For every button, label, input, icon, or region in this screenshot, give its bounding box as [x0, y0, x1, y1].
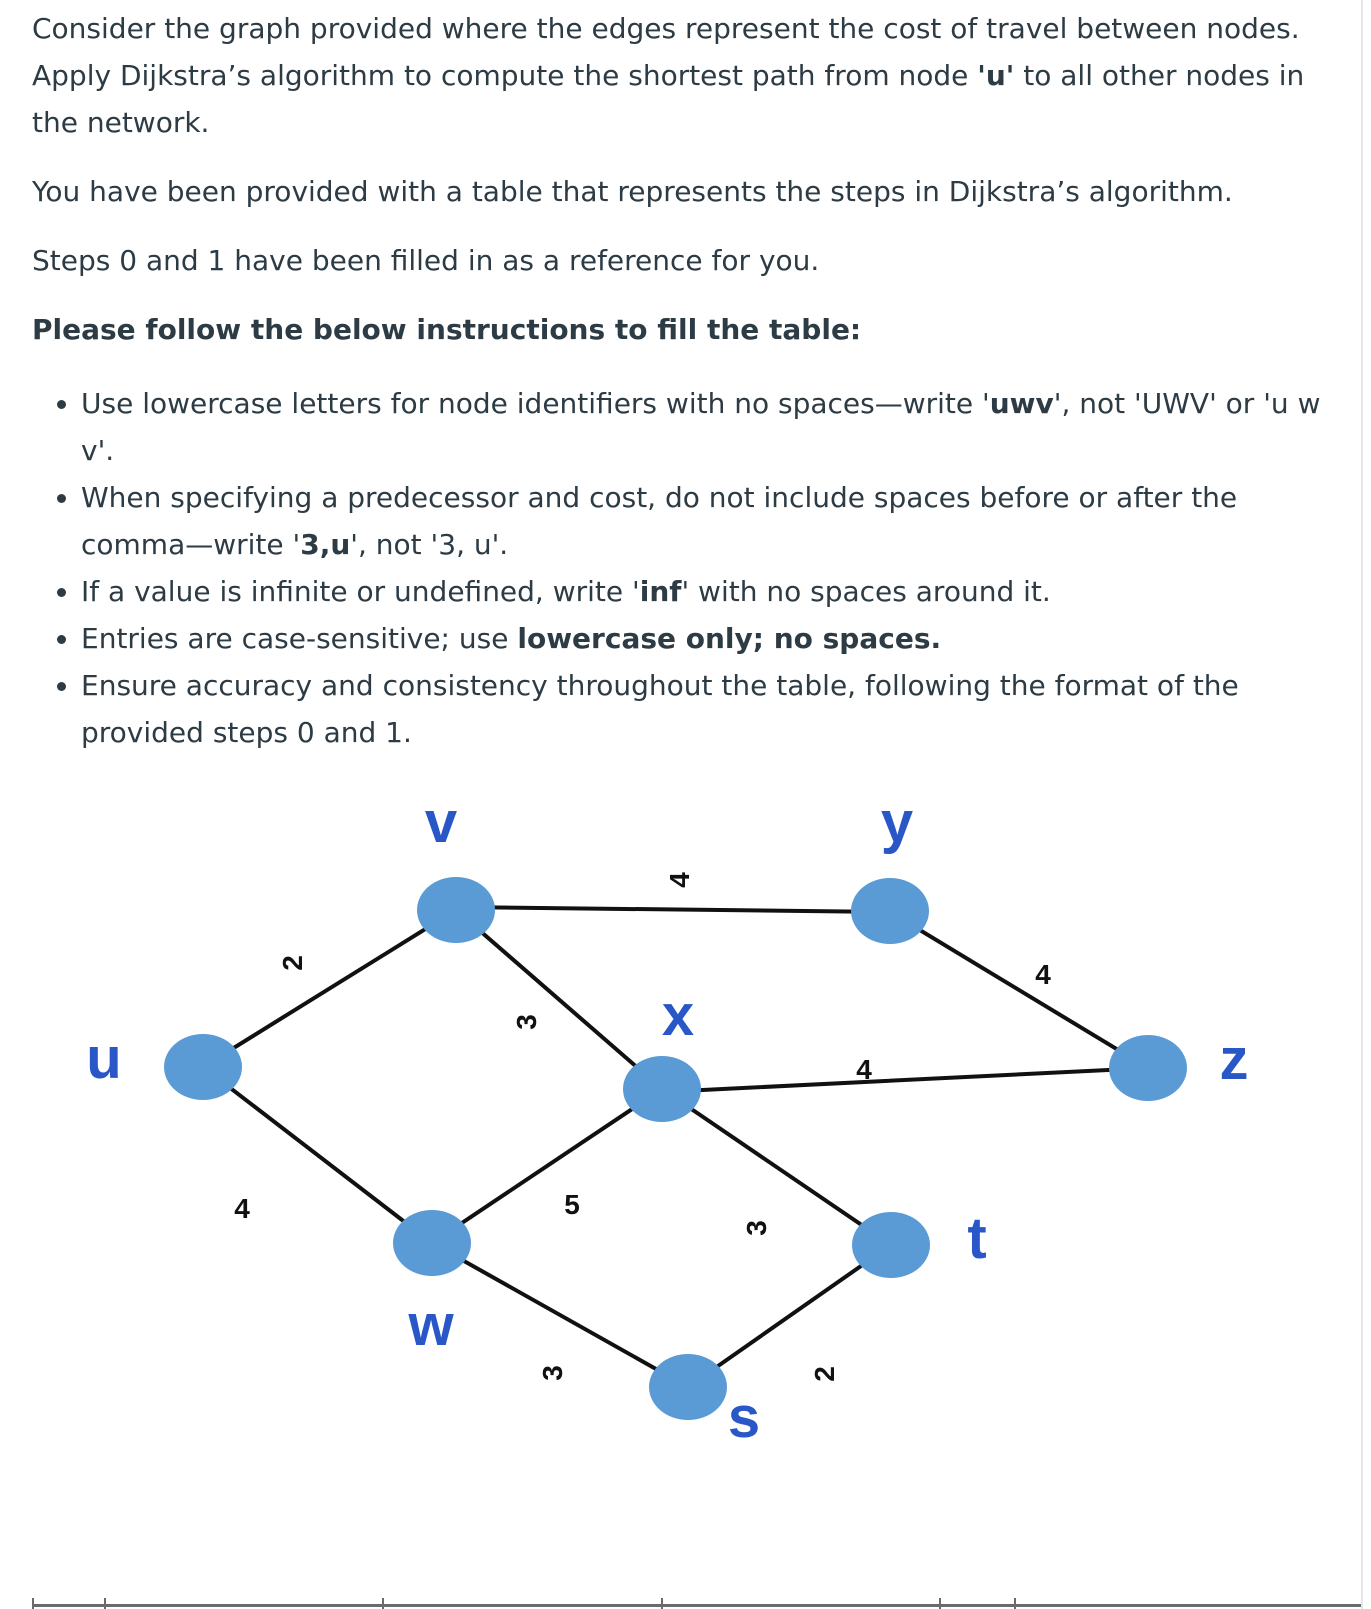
- edge-weight-uv: 2: [277, 955, 308, 971]
- instruction-example: lowercase only; no spaces.: [517, 622, 942, 655]
- question-body: [32, 0, 1322, 756]
- instruction-text: Use lowercase letters for node identifiers with no spaces—write ': [81, 387, 990, 420]
- instruction-item: • Ensure accuracy and consistency throughout the table, following the format of the provided steps 0 and 1.: [81, 662, 1322, 756]
- node-u: [164, 1034, 242, 1100]
- steps-table-column-divider: [1014, 1598, 1016, 1609]
- instruction-item: [81, 474, 1322, 568]
- instruction-item: [81, 615, 1322, 662]
- instructions-heading: Please follow the below instructions to fill the table:: [32, 313, 862, 346]
- instruction-example: 3,u: [300, 528, 351, 561]
- node-label-y: y: [880, 790, 914, 855]
- node-label-v: v: [424, 790, 458, 855]
- instruction-example: inf: [639, 575, 682, 608]
- instruction-text: If a value is infinite or undefined, write ': [81, 575, 640, 608]
- edge-x-t: [662, 1089, 891, 1245]
- node-s: [649, 1354, 727, 1420]
- edge-v-y: [456, 907, 890, 912]
- node-label-t: t: [967, 1206, 987, 1271]
- intro-line-2-post: to all other nodes in: [1014, 59, 1305, 92]
- edge-u-v: [203, 910, 456, 1067]
- instruction-text: Entries are case-sensitive; use: [81, 622, 518, 655]
- table-description: You have been provided with a table that represents the steps in Dijkstra’s algorithm.: [32, 175, 1233, 208]
- instruction-text: When specifying a predecessor and cost, do not include spaces before or after the comma—write ': [81, 481, 1238, 561]
- intro-paragraph: [32, 5, 1322, 146]
- node-label-x: x: [661, 983, 695, 1048]
- intro-line-2-pre: Apply Dijkstra’s algorithm to compute the shortest path from node: [32, 59, 978, 92]
- node-z: [1109, 1035, 1187, 1101]
- edge-weight-yz: 4: [1035, 959, 1051, 990]
- steps-table-column-divider: [104, 1598, 106, 1609]
- instruction-item: [81, 380, 1322, 474]
- instructions-list: [32, 380, 1322, 756]
- node-x: [623, 1056, 701, 1122]
- edge-weight-vx: 3: [511, 1014, 542, 1030]
- reference-steps-note: Steps 0 and 1 have been filled in as a reference for you.: [32, 244, 820, 277]
- edge-x-z: [662, 1068, 1148, 1092]
- node-label-w: w: [408, 1293, 454, 1358]
- node-w: [393, 1210, 471, 1276]
- intro-line-1: Consider the graph provided where the edges represent the cost of travel between nodes.: [32, 12, 1300, 45]
- edge-weight-st: 2: [809, 1366, 840, 1382]
- edge-v-x: [456, 910, 662, 1089]
- edge-w-x: [432, 1089, 662, 1243]
- steps-table-column-divider: [32, 1598, 34, 1609]
- node-label-u: u: [86, 1026, 122, 1091]
- node-label-z: z: [1219, 1027, 1249, 1092]
- node-v: [417, 877, 495, 943]
- edge-s-t: [688, 1245, 891, 1387]
- edge-weight-xt: 3: [741, 1220, 772, 1236]
- instruction-item: [81, 568, 1322, 615]
- intro-line-3: the network.: [32, 106, 210, 139]
- edge-y-z: [890, 912, 1148, 1068]
- node-y: [851, 878, 929, 944]
- instruction-text: ' with no spaces around it.: [681, 575, 1051, 608]
- edge-weight-ws: 3: [537, 1365, 568, 1381]
- instruction-text: ', not '3, u'.: [350, 528, 509, 561]
- steps-table-top-border: [32, 1604, 1361, 1607]
- steps-table-column-divider: [939, 1598, 941, 1609]
- instruction-text: ', not 'UWV' or 'u w v'.: [81, 387, 1321, 467]
- edge-weight-uw: 4: [234, 1193, 250, 1224]
- steps-table-column-divider: [382, 1598, 384, 1609]
- edge-weight-xz: 4: [856, 1054, 872, 1085]
- content-border: [1361, 0, 1363, 1609]
- node-label-s: s: [727, 1385, 761, 1450]
- edge-weight-wx: 5: [564, 1189, 580, 1220]
- edge-weight-vy: 4: [664, 872, 695, 888]
- steps-table-column-divider: [661, 1598, 663, 1609]
- instruction-example: uwv: [989, 387, 1054, 420]
- intro-node-u: 'u': [977, 59, 1015, 92]
- network-graph: [0, 780, 1360, 1580]
- node-t: [852, 1212, 930, 1278]
